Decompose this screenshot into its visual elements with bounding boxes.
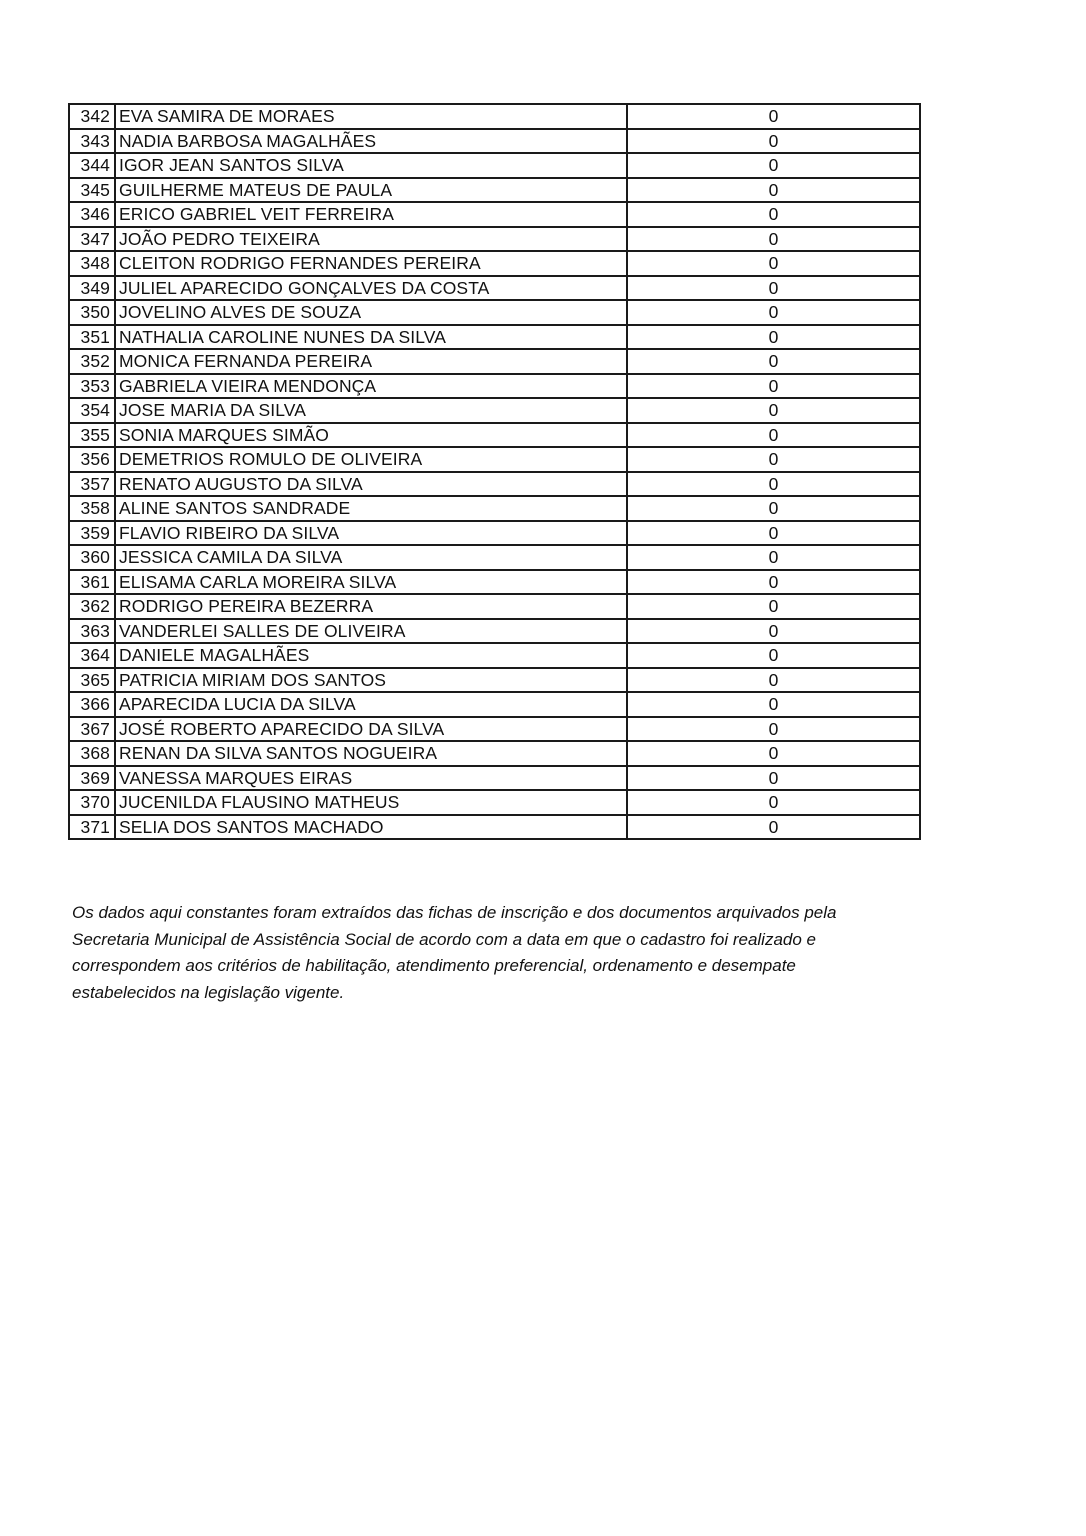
row-score: 0 xyxy=(627,276,920,301)
row-name: ALINE SANTOS SANDRADE xyxy=(115,496,627,521)
row-name: JOSÉ ROBERTO APARECIDO DA SILVA xyxy=(115,717,627,742)
row-number: 355 xyxy=(69,423,115,448)
row-score: 0 xyxy=(627,570,920,595)
row-name: EVA SAMIRA DE MORAES xyxy=(115,104,627,129)
table-row xyxy=(69,227,920,252)
row-name: JUCENILDA FLAUSINO MATHEUS xyxy=(115,790,627,815)
row-score: 0 xyxy=(627,643,920,668)
row-score: 0 xyxy=(627,153,920,178)
table-row xyxy=(69,668,920,693)
row-number: 349 xyxy=(69,276,115,301)
row-number: 370 xyxy=(69,790,115,815)
row-number: 369 xyxy=(69,766,115,791)
row-number: 353 xyxy=(69,374,115,399)
row-score: 0 xyxy=(627,619,920,644)
row-number: 356 xyxy=(69,447,115,472)
row-name: RODRIGO PEREIRA BEZERRA xyxy=(115,594,627,619)
table-row xyxy=(69,423,920,448)
row-score: 0 xyxy=(627,178,920,203)
table-row xyxy=(69,790,920,815)
row-score: 0 xyxy=(627,766,920,791)
row-score: 0 xyxy=(627,423,920,448)
row-number: 360 xyxy=(69,545,115,570)
table-row xyxy=(69,570,920,595)
table-row xyxy=(69,717,920,742)
row-name: MONICA FERNANDA PEREIRA xyxy=(115,349,627,374)
row-name: VANESSA MARQUES EIRAS xyxy=(115,766,627,791)
table-row xyxy=(69,374,920,399)
table-row xyxy=(69,251,920,276)
row-number: 362 xyxy=(69,594,115,619)
table-row xyxy=(69,129,920,154)
row-name: DEMETRIOS ROMULO DE OLIVEIRA xyxy=(115,447,627,472)
row-name: JOÃO PEDRO TEIXEIRA xyxy=(115,227,627,252)
table-row xyxy=(69,398,920,423)
row-number: 343 xyxy=(69,129,115,154)
row-score: 0 xyxy=(627,227,920,252)
row-score: 0 xyxy=(627,104,920,129)
row-number: 367 xyxy=(69,717,115,742)
row-name: JESSICA CAMILA DA SILVA xyxy=(115,545,627,570)
beneficiary-table-body xyxy=(69,104,920,839)
row-number: 368 xyxy=(69,741,115,766)
row-score: 0 xyxy=(627,349,920,374)
row-number: 361 xyxy=(69,570,115,595)
table-row xyxy=(69,349,920,374)
row-number: 363 xyxy=(69,619,115,644)
table-row xyxy=(69,741,920,766)
row-score: 0 xyxy=(627,668,920,693)
row-score: 0 xyxy=(627,545,920,570)
footnote-line: estabelecidos na legislação vigente. xyxy=(72,982,345,1002)
table-row xyxy=(69,594,920,619)
row-name: NADIA BARBOSA MAGALHÃES xyxy=(115,129,627,154)
table-row xyxy=(69,104,920,129)
table-row xyxy=(69,178,920,203)
row-name: NATHALIA CAROLINE NUNES DA SILVA xyxy=(115,325,627,350)
beneficiary-table xyxy=(68,103,921,840)
row-score: 0 xyxy=(627,202,920,227)
table-row xyxy=(69,619,920,644)
row-score: 0 xyxy=(627,251,920,276)
row-score: 0 xyxy=(627,594,920,619)
footnote-paragraph xyxy=(72,900,912,1006)
row-score: 0 xyxy=(627,325,920,350)
row-number: 352 xyxy=(69,349,115,374)
row-name: APARECIDA LUCIA DA SILVA xyxy=(115,692,627,717)
row-score: 0 xyxy=(627,741,920,766)
row-score: 0 xyxy=(627,790,920,815)
footnote-line: correspondem aos critérios de habilitação, atendimento preferencial, ordenamento e desempate xyxy=(72,956,796,975)
row-number: 342 xyxy=(69,104,115,129)
table-row xyxy=(69,300,920,325)
table-row xyxy=(69,325,920,350)
table-row xyxy=(69,815,920,840)
row-name: RENATO AUGUSTO DA SILVA xyxy=(115,472,627,497)
row-name: ELISAMA CARLA MOREIRA SILVA xyxy=(115,570,627,595)
row-name: CLEITON RODRIGO FERNANDES PEREIRA xyxy=(115,251,627,276)
row-number: 358 xyxy=(69,496,115,521)
row-number: 371 xyxy=(69,815,115,840)
row-name: SONIA MARQUES SIMÃO xyxy=(115,423,627,448)
row-score: 0 xyxy=(627,447,920,472)
table-row xyxy=(69,766,920,791)
row-score: 0 xyxy=(627,398,920,423)
row-name: VANDERLEI SALLES DE OLIVEIRA xyxy=(115,619,627,644)
row-number: 348 xyxy=(69,251,115,276)
row-score: 0 xyxy=(627,815,920,840)
row-score: 0 xyxy=(627,717,920,742)
table-row xyxy=(69,447,920,472)
row-number: 346 xyxy=(69,202,115,227)
row-name: RENAN DA SILVA SANTOS NOGUEIRA xyxy=(115,741,627,766)
table-row xyxy=(69,545,920,570)
row-number: 357 xyxy=(69,472,115,497)
row-number: 366 xyxy=(69,692,115,717)
row-name: SELIA DOS SANTOS MACHADO xyxy=(115,815,627,840)
row-score: 0 xyxy=(627,300,920,325)
row-number: 344 xyxy=(69,153,115,178)
table-row xyxy=(69,472,920,497)
row-score: 0 xyxy=(627,496,920,521)
table-row xyxy=(69,521,920,546)
row-name: GABRIELA VIEIRA MENDONÇA xyxy=(115,374,627,399)
row-name: JULIEL APARECIDO GONÇALVES DA COSTA xyxy=(115,276,627,301)
table-row xyxy=(69,153,920,178)
row-name: DANIELE MAGALHÃES xyxy=(115,643,627,668)
table-row xyxy=(69,202,920,227)
row-number: 365 xyxy=(69,668,115,693)
row-number: 354 xyxy=(69,398,115,423)
row-number: 364 xyxy=(69,643,115,668)
row-number: 347 xyxy=(69,227,115,252)
row-number: 345 xyxy=(69,178,115,203)
row-name: FLAVIO RIBEIRO DA SILVA xyxy=(115,521,627,546)
row-name: IGOR JEAN SANTOS SILVA xyxy=(115,153,627,178)
row-number: 350 xyxy=(69,300,115,325)
table-row xyxy=(69,643,920,668)
table-row xyxy=(69,692,920,717)
row-name: JOSE MARIA DA SILVA xyxy=(115,398,627,423)
row-score: 0 xyxy=(627,129,920,154)
row-name: GUILHERME MATEUS DE PAULA xyxy=(115,178,627,203)
row-score: 0 xyxy=(627,374,920,399)
table-row xyxy=(69,496,920,521)
footnote-line: Secretaria Municipal de Assistência Social de acordo com a data em que o cadastro foi realizado e xyxy=(72,929,816,949)
row-name: PATRICIA MIRIAM DOS SANTOS xyxy=(115,668,627,693)
footnote-line: Os dados aqui constantes foram extraídos das fichas de inscrição e dos documentos arquivados pela xyxy=(72,903,837,922)
row-score: 0 xyxy=(627,521,920,546)
row-number: 351 xyxy=(69,325,115,350)
row-score: 0 xyxy=(627,472,920,497)
table-row xyxy=(69,276,920,301)
row-name: ERICO GABRIEL VEIT FERREIRA xyxy=(115,202,627,227)
row-name: JOVELINO ALVES DE SOUZA xyxy=(115,300,627,325)
row-score: 0 xyxy=(627,692,920,717)
row-number: 359 xyxy=(69,521,115,546)
